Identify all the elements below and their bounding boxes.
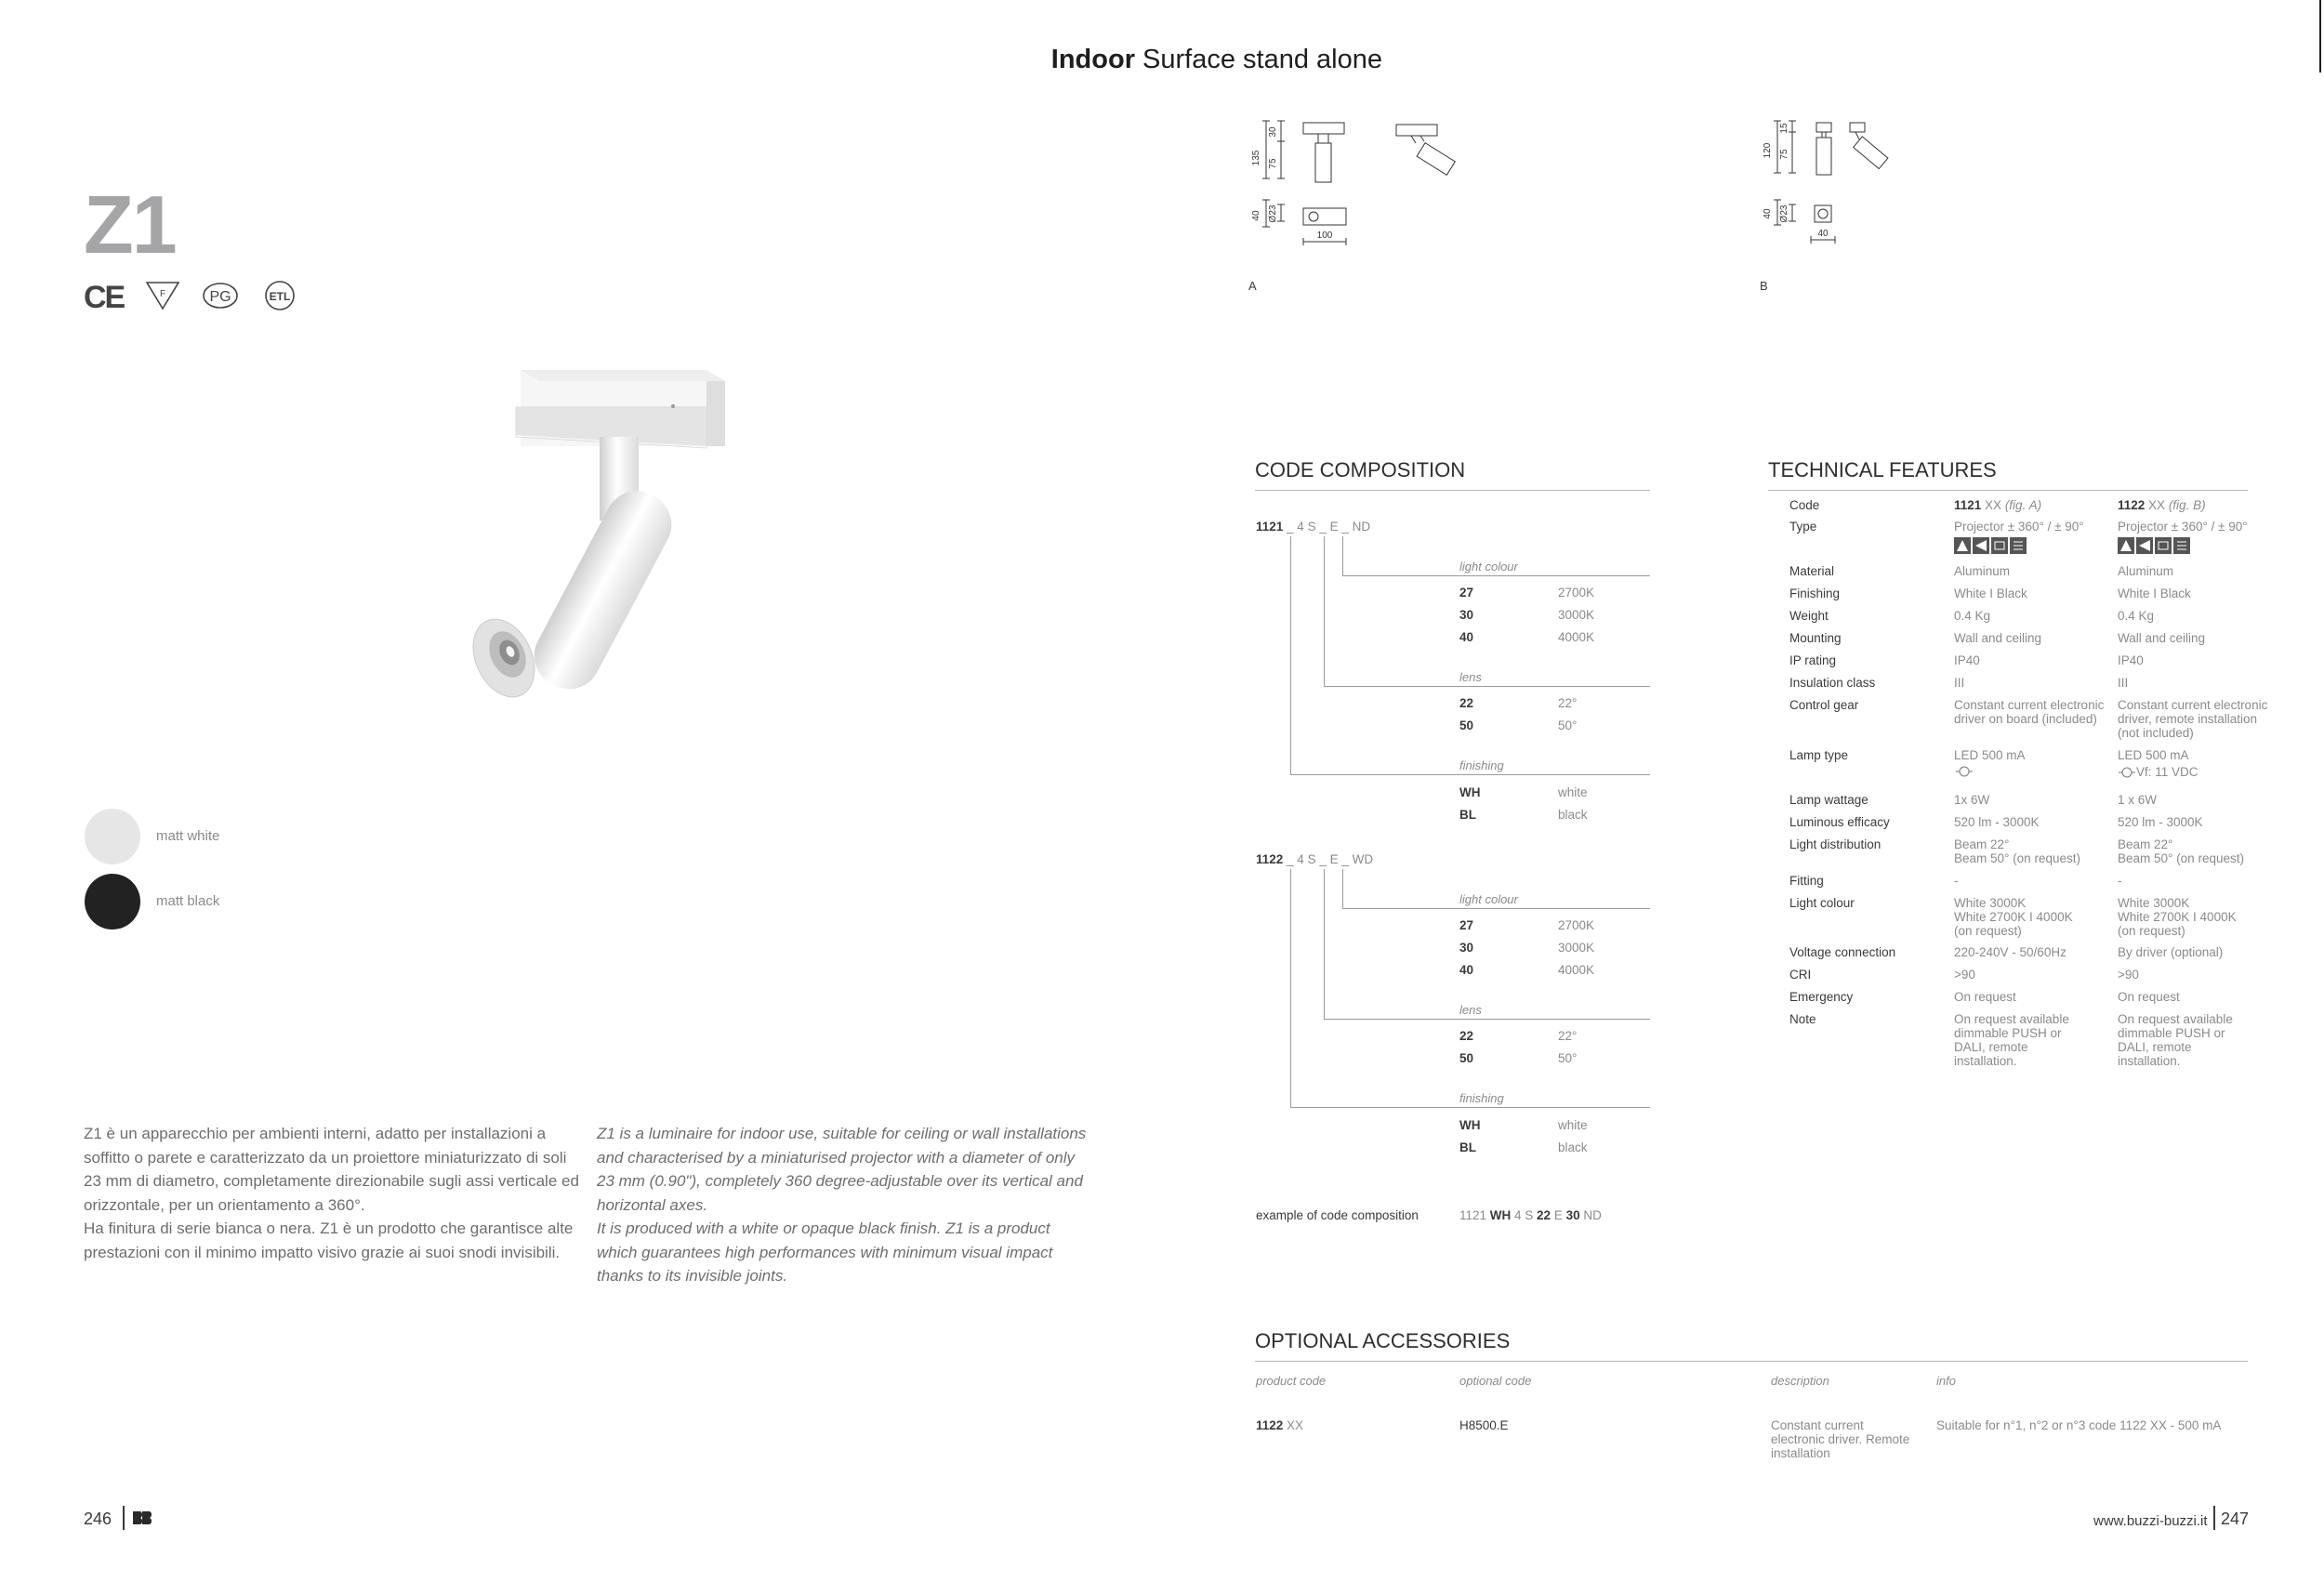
- optional-accessories-title: OPTIONAL ACCESSORIES: [1255, 1329, 2248, 1362]
- option-value: 22°: [1558, 696, 1578, 710]
- header-divider: [2319, 0, 2321, 73]
- svg-text:F: F: [160, 289, 166, 299]
- footer-divider: [2213, 1506, 2215, 1530]
- column-header: optional code: [1459, 1374, 1532, 1388]
- divider: [1342, 908, 1650, 909]
- svg-text:ETL: ETL: [269, 290, 291, 303]
- drawing-label-a: A: [1248, 279, 1257, 293]
- dim-total-height: 120: [1763, 142, 1773, 159]
- option-value: 4000K: [1558, 963, 1595, 977]
- description-english-p1: Z1 is a luminaire for indoor use, suitable for ceiling or wall installations and characterised by a miniaturised projector with a diameter of only 23 mm (0.90"), completely 360 degree-adjustable over its vertical and horizontal axes.: [597, 1125, 1087, 1214]
- certification-icons: [84, 279, 300, 317]
- product-model: Z1: [84, 178, 176, 270]
- example-code: 1121 WH 4 S 22 E 30 ND: [1459, 1208, 1602, 1222]
- etl-mark-icon: [259, 279, 300, 317]
- option-code: 22: [1459, 1029, 1474, 1043]
- footer-divider: [123, 1506, 125, 1530]
- category-label: light colour: [1459, 560, 1518, 573]
- code-base-1121: 1121 _ 4 S _ E _ ND: [1256, 520, 1371, 534]
- option-value: 50°: [1558, 718, 1578, 732]
- dim-diameter: Ø23: [1268, 204, 1278, 223]
- product-photo: [437, 363, 734, 716]
- option-value: 2700K: [1558, 586, 1595, 600]
- accessory-info: Suitable for n°1, n°2 or n°3 code 1122 XX - 500 mA: [1936, 1418, 2222, 1432]
- column-header: info: [1936, 1374, 1956, 1388]
- dim-width: 40: [1763, 208, 1773, 219]
- swatch-label: matt white: [156, 828, 220, 844]
- swatch-matt-black: [85, 874, 140, 929]
- divider: [1324, 686, 1650, 687]
- option-value: black: [1558, 808, 1588, 822]
- option-value: 3000K: [1558, 941, 1595, 955]
- website-url[interactable]: www.buzzi-buzzi.it: [2093, 1513, 2208, 1529]
- option-code: 30: [1459, 941, 1474, 955]
- option-value: 22°: [1558, 1029, 1578, 1043]
- dim-base: 15: [1779, 123, 1789, 134]
- option-value: white: [1558, 785, 1588, 799]
- code-composition-title: CODE COMPOSITION: [1255, 458, 1650, 491]
- option-value: white: [1558, 1118, 1588, 1132]
- dim-length: 100: [1316, 231, 1333, 241]
- dimension-drawing-b: [1757, 112, 1980, 260]
- dim-total-height: 135: [1251, 150, 1261, 166]
- option-code: 22: [1459, 696, 1474, 710]
- description-italian: [84, 1122, 586, 1264]
- option-value: 2700K: [1558, 918, 1595, 932]
- lamp-type-vf: Vf: 11 VDC: [2118, 765, 2199, 779]
- page-number-right: 247: [2221, 1509, 2250, 1528]
- swatch-matt-white: [85, 809, 140, 864]
- option-code: 50: [1459, 718, 1474, 732]
- column-header: description: [1771, 1374, 1829, 1388]
- dimension-drawing-a: [1246, 112, 1469, 260]
- category-label: finishing: [1459, 1091, 1504, 1105]
- section-title: [1051, 45, 1382, 75]
- category-label: finishing: [1459, 758, 1504, 772]
- description-italian-p1: Z1 è un apparecchio per ambienti interni, adatto per installazioni a soffitto o parete e caratterizzato da un proiettore miniaturizzato di soli 23 mm di diametro, completamente direzionabile sugli assi verticale ed orizzontale, per un orientamento a 360°.: [84, 1125, 579, 1214]
- dim-diameter: Ø23: [1779, 204, 1789, 223]
- dim-body: 75: [1268, 158, 1278, 169]
- ce-mark-icon: CE: [84, 280, 125, 315]
- option-value: 3000K: [1558, 608, 1595, 622]
- category-label: light colour: [1459, 892, 1518, 906]
- connector-line: [1324, 869, 1325, 1020]
- option-value: black: [1558, 1140, 1588, 1154]
- accessory-optional-code: H8500.E: [1459, 1418, 1509, 1432]
- accessory-description: Constant current electronic driver. Remote installation: [1771, 1418, 1910, 1460]
- description-english-p2: It is produced with a white or opaque black finish. Z1 is a product which guarantees high performances with minimum visual impact thanks to its invisible joints.: [597, 1219, 1053, 1285]
- option-code: BL: [1459, 1140, 1476, 1154]
- type-symbol-icons-a: [1954, 537, 2028, 559]
- dim-base: 30: [1268, 126, 1278, 138]
- description-italian-p2: Ha finitura di serie bianca o nera. Z1 è un prodotto che garantisce alte prestazioni con il minimo impatto visivo grazie ai suoi snodi invisibili.: [84, 1219, 574, 1261]
- type-symbol-icons-b: [2118, 537, 2192, 559]
- divider: [1342, 575, 1650, 576]
- dim-body: 75: [1779, 149, 1789, 160]
- drawing-label-b: B: [1760, 279, 1768, 293]
- f-mark-icon: [144, 280, 181, 316]
- swatch-label: matt black: [156, 893, 220, 909]
- divider: [1290, 1107, 1650, 1108]
- connector-line: [1324, 536, 1325, 687]
- connector-line: [1290, 869, 1291, 1108]
- technical-features-title: TECHNICAL FEATURES: [1768, 458, 2248, 491]
- option-code: 30: [1459, 608, 1474, 622]
- connector-line: [1290, 536, 1291, 775]
- option-value: 50°: [1558, 1051, 1578, 1065]
- category-label: lens: [1459, 1003, 1482, 1017]
- code-base-1122: 1122 _ 4 S _ E _ WD: [1256, 852, 1374, 866]
- option-code: WH: [1459, 1118, 1481, 1132]
- pg-mark-icon: [202, 280, 239, 316]
- led-symbol-icon: [1954, 765, 1974, 783]
- connector-line: [1342, 869, 1343, 909]
- dim-length: 40: [1817, 229, 1829, 239]
- example-label: example of code composition: [1256, 1208, 1419, 1222]
- option-code: 40: [1459, 963, 1474, 977]
- column-header: product code: [1256, 1374, 1327, 1388]
- option-code: 27: [1459, 918, 1474, 932]
- brand-logo-icon: [131, 1509, 153, 1531]
- accessory-product-code: 1122 XX: [1256, 1418, 1304, 1432]
- option-code: 50: [1459, 1051, 1474, 1065]
- page-number-left: 246: [84, 1509, 112, 1528]
- dim-width: 40: [1251, 210, 1261, 221]
- divider: [1324, 1019, 1650, 1020]
- svg-text:PG: PG: [209, 289, 231, 305]
- connector-line: [1342, 536, 1343, 576]
- option-code: WH: [1459, 785, 1481, 799]
- option-code: 40: [1459, 630, 1474, 644]
- divider: [1290, 774, 1650, 775]
- section-title-rest: Surface stand alone: [1134, 45, 1382, 74]
- description-english: [597, 1122, 1089, 1288]
- option-code: BL: [1459, 808, 1476, 822]
- section-title-bold: Indoor: [1050, 45, 1135, 74]
- option-value: 4000K: [1558, 630, 1595, 644]
- option-code: 27: [1459, 586, 1474, 600]
- category-label: lens: [1459, 670, 1482, 684]
